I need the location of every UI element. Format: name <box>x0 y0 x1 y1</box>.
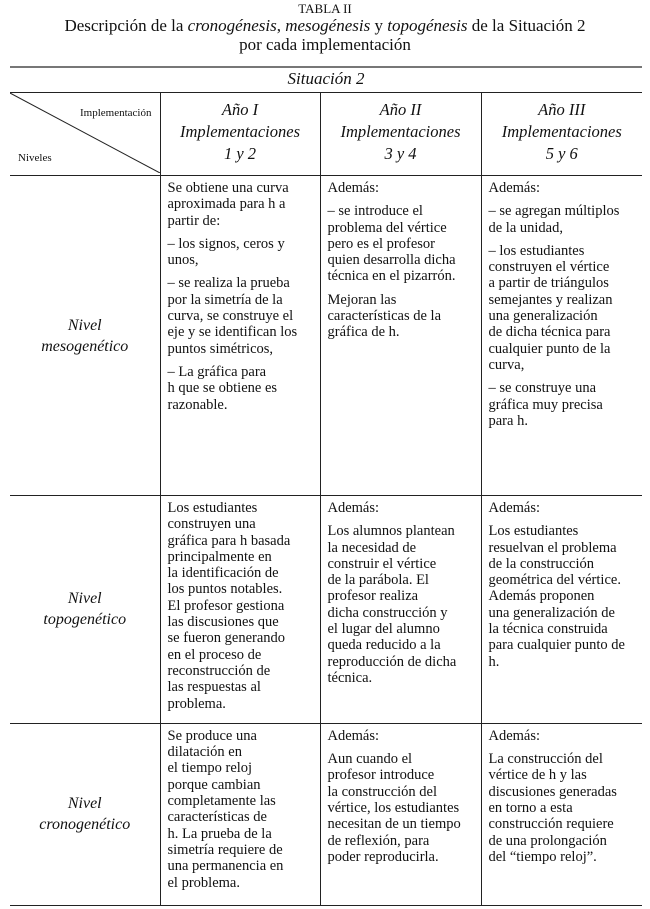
cell-paragraph: Además: <box>327 180 380 196</box>
impl-nums: 5 y 6 <box>545 144 578 163</box>
impl-label: Implementaciones <box>340 122 461 141</box>
title-text: de la Situación 2 <box>467 16 586 35</box>
cell-paragraph: Además: <box>327 500 380 516</box>
table-title <box>0 16 650 35</box>
cell-paragraph: – se introduce el problema del vértice pero es el profesor quien desarrolla dicha técnica en el pizarrón. <box>327 203 456 285</box>
table-cell <box>481 496 642 724</box>
impl-label: Implementaciones <box>179 122 301 141</box>
corner-cell <box>10 93 160 176</box>
cell-paragraph: – La gráfica para h que se obtiene es razonable. <box>167 363 278 413</box>
table-cell <box>320 176 481 496</box>
title-text: cronogénesis <box>187 16 277 35</box>
column-header <box>320 93 481 176</box>
table-cell <box>160 496 320 724</box>
cell-paragraph: Además: <box>488 727 541 744</box>
title-text: topogénesis <box>387 16 468 35</box>
year: Año II <box>379 100 422 119</box>
cell-paragraph: Los alumnos plantean la necesidad de construir el vértice de la parábola. El profesor realiza dicha construcción y el lugar del alumno queda reducido a la reproducción de dicha técnica. <box>327 523 457 686</box>
cell-paragraph: Los estudiantes resuelvan el problema de la construcción geométrica del vértice. Además proponen una generalización de la técnica construida para cualquier punto de h. <box>488 523 625 670</box>
table-cell <box>160 176 320 496</box>
table-cell <box>481 176 642 496</box>
corner-niveles: Niveles <box>18 152 52 164</box>
cell-paragraph: – se agregan múltiplos de la unidad, <box>488 203 620 236</box>
level-mesogenetico: Nivel mesogenético <box>10 176 160 496</box>
cell-paragraph: Los estudiantes construyen una gráfica para h basada principalmente en la identificación de los puntos notables. El profesor gestiona las discusiones que se fueron generando en el proceso de reconstrucción de las respuestas al problema. <box>167 500 291 712</box>
cell-paragraph: – los estudiantes construyen el vértice a partir de triángulos semejantes y realizan una generalización de dicha técnica para cualquier punto de la curva, <box>488 242 613 373</box>
cell-paragraph: Mejoran las características de la gráfica de h. <box>327 291 442 341</box>
cell-paragraph: Además: <box>488 500 541 516</box>
impl-label: Implementaciones <box>501 122 622 141</box>
cell-paragraph: Aun cuando el profesor introduce la construcción del vértice, los estudiantes necesitan de un tiempo de reflexión, para poder reproducirla. <box>327 751 461 865</box>
corner-implementacion: Implementación <box>80 107 152 119</box>
title-text: mesogénesis <box>285 16 371 35</box>
level-cronogenetico: Nivel cronogenético <box>10 723 160 905</box>
situation-header: Situación 2 <box>10 67 642 93</box>
year: Año I <box>221 100 259 119</box>
situation-table <box>10 66 642 906</box>
column-header <box>481 93 642 176</box>
table-cell <box>481 723 642 905</box>
table-cell <box>320 496 481 724</box>
table-title-line2: por cada implementación <box>239 35 411 54</box>
cell-paragraph: Se produce una dilatación en el tiempo reloj porque cambian completamente las características de h. La prueba de la simetría requiere de una permanencia en el problema. <box>167 727 284 891</box>
impl-nums: 3 y 4 <box>384 144 417 163</box>
title-text: Descripción de la <box>64 16 188 35</box>
impl-nums: 1 y 2 <box>223 144 257 163</box>
cell-paragraph: Además: <box>327 727 380 744</box>
title-text: , <box>276 16 286 35</box>
cell-paragraph: – se realiza la prueba por la simetría de la curva, se construye el eje y se identifican los puntos simétricos, <box>167 275 298 357</box>
cell-paragraph: Además: <box>488 180 541 196</box>
cell-paragraph: La construcción del vértice de h y las discusiones generadas en torno a esta construcción requiere de una prolongación del “tiempo reloj”. <box>488 751 617 865</box>
table-label: TABLA II <box>298 1 352 16</box>
cell-paragraph: – los signos, ceros y unos, <box>167 235 285 269</box>
cell-paragraph: Se obtiene una curva aproximada para h a partir de: <box>167 180 289 229</box>
table-cell <box>320 723 481 905</box>
year: Año III <box>538 100 586 119</box>
cell-paragraph: – se construye una gráfica muy precisa para h. <box>488 380 603 429</box>
level-topogenetico: Nivel topogenético <box>10 496 160 724</box>
table-cell <box>160 723 320 905</box>
title-text: y <box>370 16 388 35</box>
column-header <box>160 93 320 176</box>
